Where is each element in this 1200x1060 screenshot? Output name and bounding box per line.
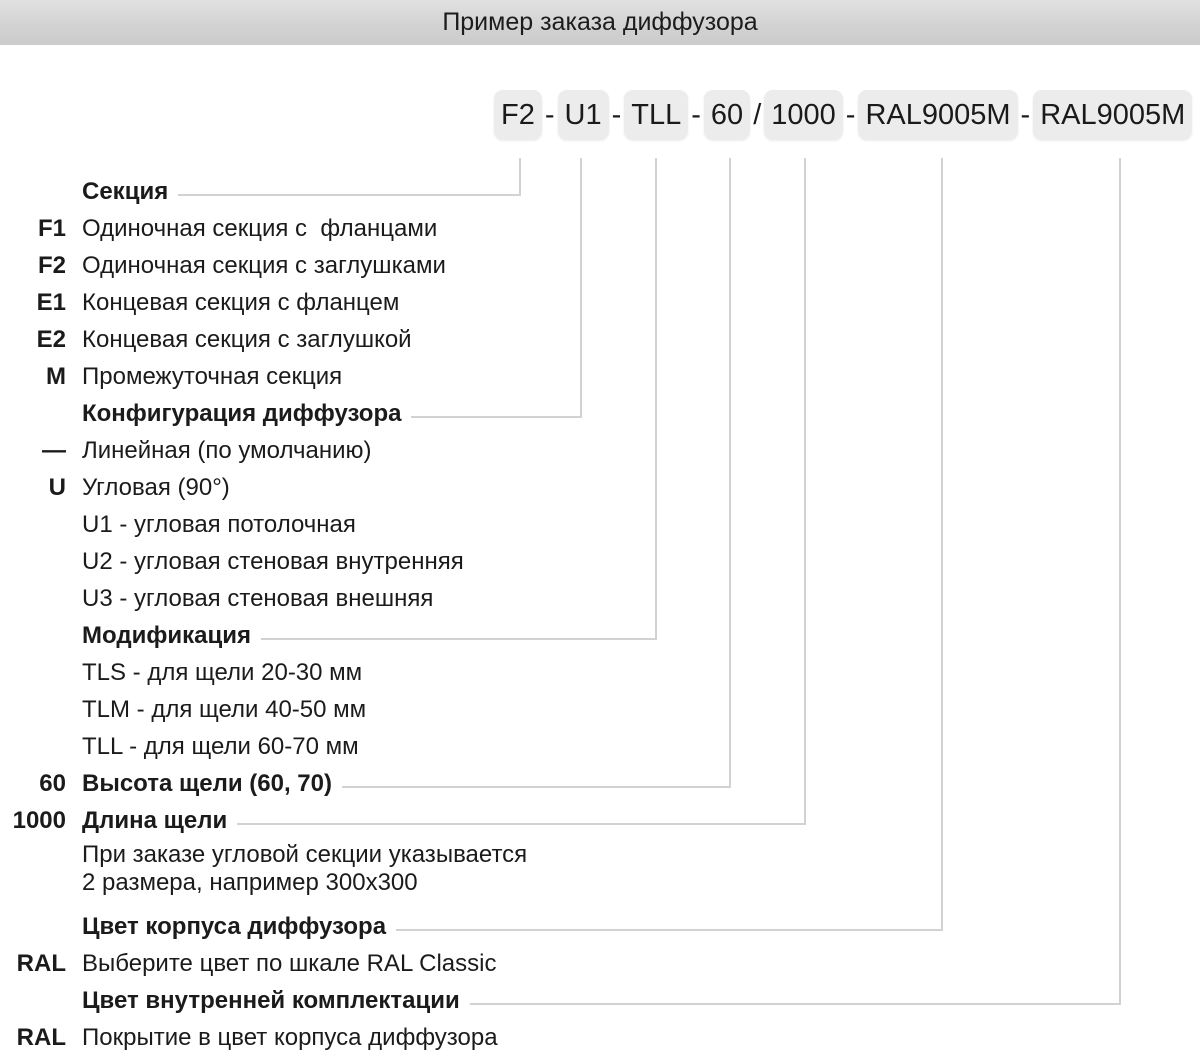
legend-row (0, 691, 1200, 728)
order-code-separator: - (1020, 98, 1031, 131)
legend-label: Выберите цвет по шкале RAL Classic (82, 949, 497, 977)
order-code-box-inner-color: RAL9005M (1033, 90, 1192, 140)
connector-hline (411, 416, 582, 418)
legend-code: E2 (36, 325, 66, 353)
legend-label: Одиночная секция с фланцами (82, 214, 438, 242)
order-code-box-configuration: U1 (558, 90, 609, 140)
legend-code: M (46, 362, 66, 390)
legend-label: Угловая (90°) (82, 473, 230, 501)
connector-hline (396, 929, 943, 931)
order-code-box-modification: TLL (624, 90, 688, 140)
legend-row (0, 945, 1200, 982)
legend-code: F2 (37, 251, 66, 279)
legend-row (0, 654, 1200, 691)
note-text: 2 размера, например 300x300 (82, 869, 418, 896)
legend-label: TLM - для щели 40-50 мм (82, 695, 367, 723)
order-code-strip (494, 90, 1192, 140)
legend-row (0, 728, 1200, 765)
page-title: Пример заказа диффузора (442, 8, 758, 36)
legend-row (0, 321, 1200, 358)
legend-section-header: Секция (82, 177, 169, 205)
legend-row (0, 432, 1200, 469)
connector-hline (178, 194, 521, 196)
legend-code: RAL (16, 949, 66, 977)
legend-label: Покрытие в цвет корпуса диффузора (82, 1023, 498, 1051)
order-code-box-slot-height: 60 (704, 90, 750, 140)
legend-code: U (48, 473, 66, 501)
legend-label: Концевая секция с заглушкой (82, 325, 412, 353)
legend-section-header: Цвет внутренней комплектации (82, 986, 460, 1014)
note-row (0, 841, 1200, 869)
order-code-separator: - (611, 98, 622, 131)
legend-row (0, 1019, 1200, 1056)
legend-label: Промежуточная секция (82, 362, 343, 390)
legend-row (0, 247, 1200, 284)
legend-section-header: Цвет корпуса диффузора (82, 912, 387, 940)
legend-section-header: Модификация (82, 621, 251, 649)
connector-hline (261, 638, 657, 640)
note-row (0, 869, 1200, 897)
legend-row (0, 908, 1200, 945)
legend-label: U2 - угловая стеновая внутренняя (82, 547, 464, 575)
order-code-separator: - (691, 98, 701, 131)
order-code-separator: - (544, 98, 555, 131)
legend-label: U1 - угловая потолочная (82, 510, 356, 538)
legend-code: F1 (37, 214, 66, 242)
legend-code: RAL (16, 1023, 66, 1051)
order-code-box-body-color: RAL9005M (858, 90, 1017, 140)
connector-hline (342, 786, 731, 788)
legend-section-header: Высота щели (60, 70) (82, 769, 332, 797)
legend-section-header: Конфигурация диффузора (82, 399, 402, 427)
legend-row (0, 210, 1200, 247)
title-bar (0, 0, 1200, 45)
order-code-separator: / (753, 98, 762, 131)
legend-label: TLL - для щели 60-70 мм (82, 732, 359, 760)
legend-row (0, 358, 1200, 395)
connector-hline (237, 823, 806, 825)
legend-row (0, 765, 1200, 802)
legend-code: E1 (36, 288, 66, 316)
legend-code: 1000 (12, 806, 66, 834)
legend-row (0, 802, 1200, 839)
legend-row (0, 173, 1200, 210)
legend-label: U3 - угловая стеновая внешняя (82, 584, 434, 612)
legend-row (0, 395, 1200, 432)
legend-label: Линейная (по умолчанию) (82, 436, 372, 464)
note-text: При заказе угловой секции указывается (82, 841, 528, 868)
order-code-box-slot-length: 1000 (764, 90, 843, 140)
legend-label: Одиночная секция с заглушками (82, 251, 446, 279)
legend-row (0, 580, 1200, 617)
legend-row (0, 469, 1200, 506)
legend-section-header: Длина щели (82, 806, 228, 834)
legend-row (0, 617, 1200, 654)
legend-row (0, 543, 1200, 580)
legend-label: Концевая секция с фланцем (82, 288, 400, 316)
order-code-box-section: F2 (494, 90, 542, 140)
legend-row (0, 284, 1200, 321)
legend-label: TLS - для щели 20-30 мм (82, 658, 363, 686)
order-code-separator: - (845, 98, 856, 131)
legend-row (0, 982, 1200, 1019)
legend-code: — (42, 436, 66, 464)
connector-hline (470, 1003, 1121, 1005)
legend-row (0, 506, 1200, 543)
legend-code: 60 (39, 769, 66, 797)
